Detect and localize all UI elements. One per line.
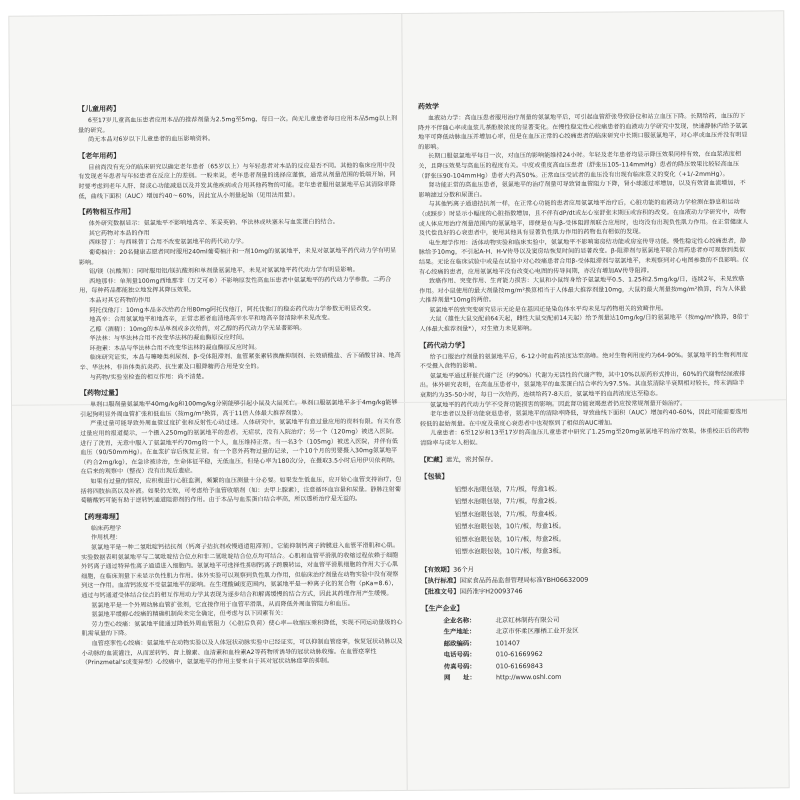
section-paragraph: 铝/镁（抗酸剂）：同时服用铝/镁抗酸剂和单剂量氨氯地平，未见对氨氯地平药代动力学有明显影响。: [89, 266, 359, 276]
section-paragraph: 西地那非：单剂量100mg西地那非（万艾可®）不影响原发性高血压患者中氨氯地平的药代动力学参数。二药合用，每种药品都能独立地发挥其降压效果。: [79, 275, 392, 295]
package-item: 铝塑水泡眼包装，7片/板，每盒2板。: [454, 496, 561, 506]
section-paragraph: 劳力型心绞痛：氨氯地平能通过降低外周血管阻力（心脏后负荷）使心率—收缩压乘积降低，实现不同运动量级的心肌需氧量的下降。: [81, 618, 403, 638]
package-list: [421, 481, 752, 558]
package-item: 铝塑水泡眼包装，10片/板，每盒2板。: [454, 534, 566, 544]
section-paragraph: 环孢素：本品与华法林合用不改变华法林的凝血酶原反应时间。: [89, 343, 261, 353]
section-paragraph: 致癌作用、突变作用、生育能力损害：大鼠和小鼠终身给予氨氯地平0.5、1.25和2.5mg/kg/日，连续2年，未见致癌作用。对小鼠使用的最大剂量按mg/m²换算相当于人体最大推荐剂量10mg，大鼠的最大剂量按mg/m²换算，约为人体最大推荐剂量*10mg的两倍。: [419, 275, 747, 305]
section-paragraph: 葡萄柚汁：20名健康志愿者同时服用240ml葡萄柚汁和一剂10mg的氨氯地平，未见对氨氯地平药代动力学有明显影响。: [78, 246, 397, 266]
package-section: [420, 469, 751, 558]
package-label: 【包装】: [420, 472, 449, 481]
section-heading: 药效学: [417, 102, 439, 111]
section-paragraph: 目前尚没有充分的临床研究以确定老年患者（65岁以上）与年轻患者对本品的反应是否不同。其他的临床应用中没有发现老年患者与年轻患者在反应上的差别。一般来说，老年患者剂量的选择应谨慎，通常从剂量范围的低端开始，同时要考虑到老年人肝、肾或心功能减退以及并发其他疾病或合用其他药物的可能。老年患者服用氨氯地平后其清除率降低，曲线下面积（AUC）增加约40～60%，因此宜从小剂量起始（见用法用量）。: [78, 161, 396, 200]
package-item: 铝塑水泡眼包装，10片/板，每盒3板。: [455, 546, 566, 556]
section: [79, 205, 402, 382]
right-column: [418, 98, 752, 691]
section-heading: 【药代动力学】: [419, 341, 469, 350]
validity-value: 36个月: [453, 565, 475, 574]
approval-label: 【批准文号】: [421, 587, 460, 596]
section-paragraph: 尚无本品对6岁以下儿童患者的血压影响资料。: [88, 135, 215, 144]
manufacturer-row: 传真号码： 010-61669843: [443, 661, 543, 671]
right-sections: [418, 100, 750, 449]
validity-label: 【有效期】: [421, 565, 454, 574]
section-paragraph: 长期口服氨氯地平每日一次，对血压的影响能维持24小时。年轻及老年患者均显示降压效果同样有效，在血浆浓度相关，且降压效果与高血压的程度有关。中度或重度高血压患者（舒张压105-114mmHg）患者的降压效果比较轻高血压（舒张压90-104mmHg）患者大约高50%。正常血压受试者的血压没有出现有临床意义的变化（+1/-2mmHg）。: [418, 150, 742, 180]
manufacturer-row: 企业名称： 北京红林制药有限公司: [443, 615, 560, 625]
section-paragraph: 氨氯地平的药代动力学不受肾功能损害的影响。因此肾功能衰竭患者仍应按常规剂量开始治疗。: [429, 399, 687, 409]
package-insert-sheet: [9, 11, 788, 792]
section-paragraph: 体外研究数据显示：氨氯地平不影响地高辛、苯妥英钠、华法林或呋塞米与血浆蛋白的结合。: [88, 218, 339, 228]
section: [420, 338, 751, 448]
manufacturer-row: 生产地址： 北京市怀柔区雁栖工业开发区: [443, 626, 579, 636]
standard-label: 【执行标准】: [421, 576, 460, 585]
section-paragraph: 给予口服治疗剂量的氨氯地平后，6-12小时血药浓度达至高峰。绝对生物利用度约为64-90%。氨氯地平的生物利用度不受摄入食物的影响。: [419, 351, 749, 371]
section-heading: 【药理毒理】: [80, 512, 123, 522]
section-paragraph: 氨氯地平通过肝脏代谢广泛（约90%）代谢为无活性的代谢产物，其中10%以原药形式排出，60%的代谢物经尿液排出。体外研究表明，在高血压患者中，氨氯地平的血浆蛋白结合率约为97.5%。其血浆清除半衰期相对较长，终末消除半衰期约为35-50小时，每日一次给药，连续给药7-8天后，氨氯地平的血药浓度达至稳态。: [419, 370, 746, 399]
section: [78, 102, 400, 145]
section-heading: 【儿童用药】: [77, 104, 120, 114]
section-paragraph: 单剂口服剂量氨氯地平40mg/kg和100mg/kg分别能够引起小鼠及大鼠死亡。单剂口服氨氯地平多于4mg/kg能够引起狗明显外周血管扩张和低血压（按mg/m²换算，高于11倍人体最大推荐剂量）。: [80, 399, 398, 419]
package-item: 铝塑水泡眼包装，10片/板，每盒1板。: [454, 521, 566, 531]
approval-value: 国药准字H20093746: [459, 586, 523, 596]
section-paragraph: 氨氯地平是一个外周动脉血管扩张剂，它直接作用于血管平滑肌，从而降低外周血管阻力和血压。: [91, 599, 354, 609]
package-item: 铝塑水泡眼包装，7片/板，每盒4板。: [454, 509, 561, 519]
section-paragraph: 氨氯地平是一种二氢吡啶钙拮抗剂（钙离子拮抗剂或慢通道阻滞剂），它能抑制钙离子跨膜进入血管平滑肌和心肌。实验数据表明氨氯地平与二氢吡啶结合位点和非二氢吡啶结合位点均可结合。心肌和血管平滑肌的收缩过程依赖于细胞外钙离子通过特异性离子通道进入细胞内。氨氯地平可选择性抑制钙离子跨膜转运，对血管平滑肌细胞的作用大于心肌细胞，在临床剂量下未显示负性肌力作用。体外实验可以观察到负性肌力作用，但临床治疗剂量在动物实验中没有观察到这一作用。血清钙浓度不受氨氯地平的影响。在生理酸碱度范围内，氨氯地平是一种离子化的复合物（pKa=8.6），通过与钙通道受体结合位点的相互作用动力学其表现为逐步结合和解离缓慢的结合方式，因此其药理作用产生缓慢。: [81, 541, 400, 600]
section-paragraph: 肾功能正常的高血压患者，氨氯地平的治疗剂量可导致肾血管阻力下降，肾小球滤过率增加，以及有效肾血流增加，不影响滤过分数和尿蛋白。: [418, 179, 746, 199]
section: [78, 149, 400, 202]
validity-section: [421, 562, 751, 597]
section-paragraph: 儿童患者：6至12岁和13至17岁的高血压儿童患者中研究了1.25mg至20mg氨氯地平的治疗效果，体重校正后的药物清除率与成年人相似。: [420, 427, 750, 447]
manufacturer-row: 邮政编码： 101407: [443, 638, 521, 648]
section-paragraph: 氨氯地平的致突变研究显示无论是在基因还是染色体水平均未见与药物相关的致畸作用。: [429, 305, 668, 314]
section-paragraph: 华法林：与华法林合用不改变华法林的凝血酶原反应时间。: [89, 334, 249, 343]
section-paragraph: 电生理学作用：活体动物实验和临床实验中，氨氯地平不影响窦房结功能或房室传导功能。慢性稳定性心绞痛患者，静脉给予10mg，不引起A-H、H-V传导以及窦房结恢复时间的显著改变。β-阻滞剂与氨氯地平联合用药患者亦可观察到类似结果。无论在临床试验中或是在试验中对心绞痛患者合用β-受体阻滞剂与氨氯地平，未观察到对心电图参数的不良影响。仅有心绞痛的患者，应用氨氯地平没有改变心电图的传导间期，亦没有增加AV传导阻滞。: [418, 237, 749, 276]
section-paragraph: 本品对其它药物的作用: [89, 296, 151, 305]
section-paragraph: 如果有过量的情况，应积极进行心脏监测，频繁的血压测量十分必要。如果发生低血压，应开始心血管支持治疗，包括将四肢抬高以及补液。如果仍无效，可考虑给予血管收缩剂（如：去甲上腺素），注意循环血容量和尿量。静脉注射葡萄糖酸钙可能有助于逆转钙通道阻滞剂的作用。由于本品与血浆蛋白结合率高，所以透析治疗是无益的。: [80, 475, 402, 505]
section-paragraph: 临床药理学: [90, 524, 122, 532]
section-paragraph: 6至17岁儿童高血压患者应用本品的推荐剂量为2.5mg至5mg，每日一次。尚无儿童患者每日应用本品5mg以上剂量的研究。: [78, 115, 398, 134]
section-paragraph: 大鼠（雄性大鼠交配前64天起，雌性大鼠交配前14天起）给予剂量达10mg/kg/日的氨氯地平（按mg/m²换算，8倍于人体最大推荐剂量*），对生殖力未见影响。: [419, 314, 749, 333]
manufacturer-row: 网 址： http://www.oshl.com: [443, 672, 562, 682]
section-paragraph: 血液动力学：高血压患者服用治疗剂量的氨氯地平后，可引起血管舒张导致卧位和站立血压下降。长期给药，血压的下降并不伴随心率或血浆儿茶酚胺浓度的显著变化。在慢性稳定性心绞痛患者的血液动力学研究中发现，快速静脉内给予氨氯地平可降低动脉血压并增加心率，但是在血压正常的心绞痛患者的临床研究中长期口服氨氯地平，对心率或血压并没有明显的影响。: [418, 112, 748, 151]
section-paragraph: 乙醇（酒精）：10mg的本品单剂或多次给药，对乙醇的药代动力学无显著影响。: [89, 324, 306, 333]
section-heading: 【药物相互作用】: [78, 207, 135, 217]
section-paragraph: 与其他钙离子通道拮抗剂一样，在正常心功能的患者应用氨氯地平治疗后，心脏功能的血液动力学检测在静息和运动（或踩步）时显示小幅度的心脏指数增加，且不伴有dP/dt或左心室舒张末期压或容积的改变。在血液动力学研究中，动物或人体应用治疗剂量范围内的氨氯地平，即便是在与β-受体阻滞剂联合应用时，也均没有出现负性肌力作用。在正常健康人及代偿良好的心衰患者中，使用其他具有显著负性肌力作用的药物也有相似的发现。: [418, 198, 749, 237]
standard-value: 国家食品药品监督管理局标准YBH06632009: [459, 575, 589, 585]
left-column: [78, 100, 404, 674]
section-paragraph: 西咪替丁：与西咪替丁合用不改变氨氯地平的药代动力学。: [88, 238, 248, 247]
section-paragraph: 阿托伐他汀：10mg本品多次给药合用80mg阿托伐他汀，阿托伐他汀的稳态药代动力学参数无明显改变。: [89, 304, 375, 314]
section-paragraph: 与药物/实验室检查的相互作用：尚不清楚。: [89, 372, 208, 381]
storage-section: [420, 452, 750, 465]
package-item: 铝塑水泡眼包装，7片/板，每盒1板。: [454, 484, 561, 494]
section-paragraph: 作用机理：: [90, 534, 122, 542]
manufacturer-row: 电话号码： 010-61669962: [443, 650, 543, 659]
section-paragraph: 地高辛：合用氨氯地平和地高辛，正常志愿者血清地高辛水平和地高辛肾清除率未见改变。: [89, 314, 334, 324]
section-paragraph: 严重过量可能导致外周血管过度扩张和反射性心动过速。人体研究中，氨氯地平有意过量应用的资料有限。有关有意过量应用的报道提示，一个摄入250mg的氨氯地平的患者，无症状，没有入院治疗；另一个（120mg）被送入医院，进行了洗胃，无意中服入了氨氯地平约70mg的一个人，血压维持正常。当一名3个（105mg）被送入医院，并伴有低血压（90/50mmHg）。在血浆扩容后恢复正常。有一个意外药物过量的记录，一个10个月的男婴摄入30mg氨氯地平（约合2mg/kg），在急诊被诊治，生命体征平稳，无低血压，但是心率为180次/分，在摄取3.5小时后用伊贝依利纳，在后来的观察中（整夜）没有出现后遗症。: [80, 418, 402, 476]
manufacturer-section: [421, 601, 752, 684]
section-paragraph: 老年患者以及肝功能衰退患者，氨氯地平的清除率降低，导致曲线下面积（AUC）增加约40-60%，因此可能需要选用较低的起始剂量。在中度及重度心衰患者中也观察到了相似的AUC增加。: [420, 408, 748, 428]
section: [81, 510, 404, 668]
storage-value: 遮光，密封保存。: [445, 454, 498, 464]
storage-label: 【贮藏】: [420, 455, 446, 464]
section-heading: 【药物过量】: [79, 389, 122, 398]
section-paragraph: 临床研究证实，本品与噻嗪类利尿剂、β-受体阻滞剂、血管紧张素转换酶抑制剂、长效硝酸盐、舌下硝酸甘油、地高辛、华法林、非甾体类抗炎药、抗生素及口服降糖药合用是安全的。: [79, 352, 401, 372]
section-paragraph: 血管痉挛性心绞痛：氨氯地平在动物实验以及人体冠状动脉实验中已经证实，可以抑制血管痉挛，恢复冠状动脉以及小动脉的血流灌注，从而逆转钙、肾上腺素、血清素和血栓素A2等药物所诱导的冠状动脉收缩。在血管痉挛性（Prinzmetal's或变异型）心绞痛中，氨氯地平的作用主要来自于其对冠状动脉痉挛的抑制。: [81, 637, 403, 667]
section-heading: 【老年用药】: [78, 151, 121, 161]
section-paragraph: 氨氯地平缓解心绞痛的精确机制尚未完全确定，但考虑与以下因素有关：: [91, 609, 287, 619]
section: [80, 386, 403, 506]
section: [418, 100, 750, 335]
manufacturer-label: 【生产企业】: [421, 604, 464, 613]
section-paragraph: 其它药物对本品的作用: [88, 229, 150, 237]
